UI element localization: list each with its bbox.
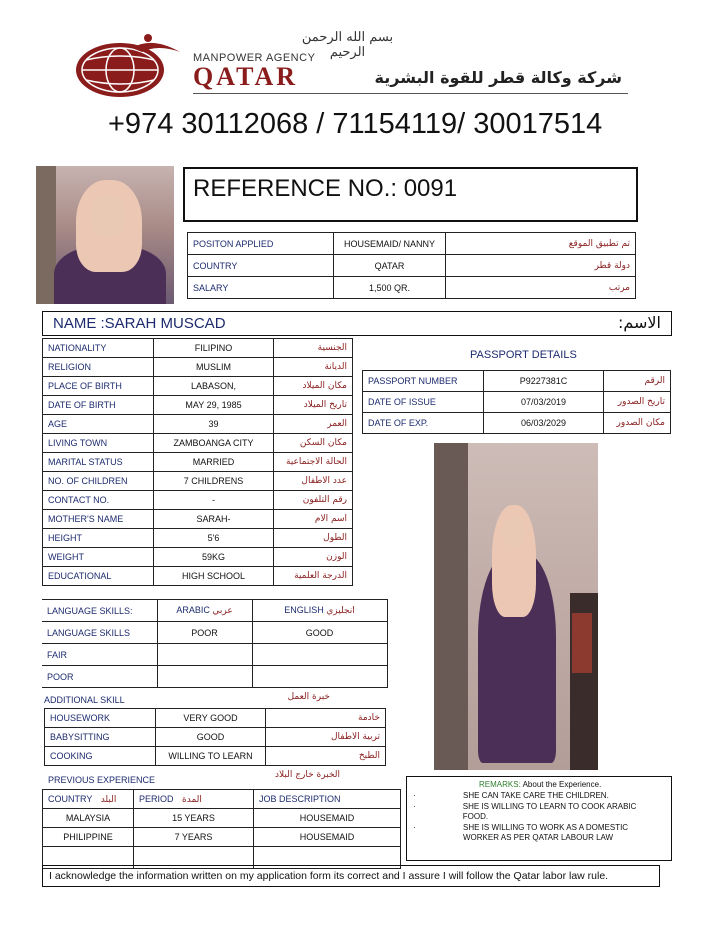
- expiry-date-arabic: مكان الصدور: [604, 413, 671, 434]
- agency-arabic-title: شركة وكالة قطر للقوة البشرية: [374, 68, 622, 87]
- experience-header-row: [43, 790, 401, 809]
- personal-field-arabic: رقم التلفون: [274, 491, 353, 510]
- personal-field-value: LABASON,: [154, 377, 274, 396]
- position-label: POSITON APPLIED: [188, 233, 334, 255]
- skill-label: HOUSEWORK: [45, 709, 156, 728]
- experience-country: PHILIPPINE: [43, 828, 134, 847]
- agency-logo: [72, 32, 184, 100]
- personal-field-value: MARRIED: [154, 453, 274, 472]
- applicant-name: NAME :SARAH MUSCAD: [53, 315, 226, 332]
- acknowledgement-text: I acknowledge the information written on my application form its correct and I assure I will follow the Qatar labor law rule.: [49, 870, 609, 882]
- position-table: [187, 232, 636, 299]
- personal-field-label: AGE: [43, 415, 154, 434]
- personal-field-value: 7 CHILDRENS: [154, 472, 274, 491]
- expiry-date-value: 06/03/2029: [484, 413, 604, 434]
- country-label: COUNTRY: [188, 255, 334, 277]
- language-table: [42, 599, 388, 688]
- personal-row: [43, 510, 353, 529]
- issue-date-arabic: تاريخ الصدور: [604, 392, 671, 413]
- position-row: [188, 233, 636, 255]
- reference-box: [183, 167, 638, 222]
- personal-field-label: RELIGION: [43, 358, 154, 377]
- previous-experience-title-arabic: الخبرة خارج البلاد: [275, 770, 340, 780]
- skill-label: COOKING: [45, 747, 156, 766]
- personal-field-arabic: اسم الام: [274, 510, 353, 529]
- remarks-item: · SHE IS WILLING TO LEARN TO COOK ARABIC FOOD.: [413, 801, 637, 821]
- personal-field-arabic: الوزن: [274, 548, 353, 567]
- passport-number-value: P9227381C: [484, 371, 604, 392]
- personal-field-label: MOTHER'S NAME: [43, 510, 154, 529]
- country-column-header: [43, 790, 134, 809]
- experience-country: MALAYSIA: [43, 809, 134, 828]
- skill-arabic: خادمة: [266, 709, 386, 728]
- previous-experience-title: PREVIOUS EXPERIENCE: [48, 775, 156, 785]
- personal-row: [43, 567, 353, 586]
- arabic-level: [157, 666, 252, 688]
- passport-number-label: PASSPORT NUMBER: [363, 371, 484, 392]
- personal-field-arabic: مكان الميلاد: [274, 377, 353, 396]
- passport-table: [362, 370, 671, 434]
- personal-field-label: HEIGHT: [43, 529, 154, 548]
- personal-row: [43, 358, 353, 377]
- personal-field-arabic: الديانة: [274, 358, 353, 377]
- arabic-level: [157, 644, 252, 666]
- skill-level: GOOD: [156, 728, 266, 747]
- personal-field-value: ZAMBOANGA CITY: [154, 434, 274, 453]
- remarks-label: REMARKS:: [479, 780, 521, 789]
- language-row: [42, 644, 387, 666]
- english-level: [252, 666, 387, 688]
- remarks-list: [413, 791, 663, 844]
- arabic-header-ar: عربي: [212, 605, 233, 615]
- skill-arabic: تربية الاطفال: [266, 728, 386, 747]
- language-header-row: [42, 600, 387, 622]
- header-divider: [193, 93, 628, 94]
- personal-field-value: -: [154, 491, 274, 510]
- skill-row: [45, 728, 386, 747]
- personal-field-value: 59KG: [154, 548, 274, 567]
- english-level: GOOD: [252, 622, 387, 644]
- personal-field-value: SARAH-: [154, 510, 274, 529]
- language-skills-header: LANGUAGE SKILLS:: [42, 600, 157, 622]
- personal-field-arabic: الحالة الاجتماعية: [274, 453, 353, 472]
- country-header-ar: البلد: [100, 793, 117, 804]
- english-column-header: [252, 600, 387, 622]
- agency-small-title: MANPOWER AGENCY: [193, 52, 316, 64]
- personal-field-value: HIGH SCHOOL: [154, 567, 274, 586]
- arabic-column-header: [157, 600, 252, 622]
- personal-details-table: [42, 338, 353, 586]
- personal-row: [43, 339, 353, 358]
- experience-period: 15 YEARS: [134, 809, 254, 828]
- personal-field-label: CONTACT NO.: [43, 491, 154, 510]
- personal-row: [43, 472, 353, 491]
- name-bar: [42, 311, 672, 336]
- english-header-ar: انجليزي: [326, 605, 355, 615]
- salary-label: SALARY: [188, 277, 334, 299]
- personal-field-value: MAY 29, 1985: [154, 396, 274, 415]
- country-value: QATAR: [334, 255, 446, 277]
- personal-field-arabic: تاريخ الميلاد: [274, 396, 353, 415]
- experience-job: HOUSEMAID: [254, 828, 401, 847]
- salary-value: 1,500 QR.: [334, 277, 446, 299]
- personal-field-label: EDUCATIONAL: [43, 567, 154, 586]
- personal-field-label: PLACE OF BIRTH: [43, 377, 154, 396]
- english-level: [252, 644, 387, 666]
- name-arabic-label: :الاسم: [617, 313, 661, 332]
- expiry-date-label: DATE OF EXP.: [363, 413, 484, 434]
- experience-row: [43, 828, 401, 847]
- personal-field-value: 5'6: [154, 529, 274, 548]
- personal-row: [43, 529, 353, 548]
- personal-field-arabic: مكان السكن: [274, 434, 353, 453]
- agency-phones: +974 30112068 / 71154119/ 30017514: [108, 108, 603, 140]
- position-row: [188, 277, 636, 299]
- personal-row: [43, 453, 353, 472]
- personal-field-arabic: العمر: [274, 415, 353, 434]
- language-row-label: POOR: [42, 666, 157, 688]
- personal-field-value: MUSLIM: [154, 358, 274, 377]
- skill-row: [45, 709, 386, 728]
- position-row: [188, 255, 636, 277]
- personal-row: [43, 548, 353, 567]
- additional-skill-table: [44, 708, 386, 766]
- experience-row: [43, 809, 401, 828]
- reference-number: REFERENCE NO.: 0091: [193, 175, 458, 202]
- remarks-item: · SHE CAN TAKE CARE THE CHILDREN.: [413, 791, 609, 800]
- country-header-en: COUNTRY: [48, 793, 93, 804]
- applicant-portrait-photo: [36, 166, 174, 304]
- skill-arabic: الطبخ: [266, 747, 386, 766]
- passport-row: [363, 371, 671, 392]
- issue-date-value: 07/03/2019: [484, 392, 604, 413]
- personal-field-arabic: الطول: [274, 529, 353, 548]
- experience-job: HOUSEMAID: [254, 809, 401, 828]
- personal-field-label: LIVING TOWN: [43, 434, 154, 453]
- bismillah: بسم الله الرحمن الرحيم: [301, 30, 394, 60]
- additional-skill-title: ADDITIONAL SKILL: [44, 695, 125, 705]
- salary-arabic: مرتب: [446, 277, 636, 299]
- passport-row: [363, 392, 671, 413]
- arabic-header-en: ARABIC: [176, 605, 210, 615]
- country-arabic: دولة قطر: [446, 255, 636, 277]
- passport-row: [363, 413, 671, 434]
- passport-number-arabic: الرقم: [604, 371, 671, 392]
- personal-row: [43, 377, 353, 396]
- language-row: [42, 622, 387, 644]
- remarks-subheading: About the Experience.: [520, 780, 602, 789]
- agency-big-title: QATAR: [193, 62, 299, 91]
- remarks-heading: [479, 780, 601, 789]
- remarks-box: [406, 776, 672, 861]
- personal-field-label: WEIGHT: [43, 548, 154, 567]
- position-arabic: تم تطبيق الموقع: [446, 233, 636, 255]
- skill-row: [45, 747, 386, 766]
- passport-title: PASSPORT DETAILS: [470, 349, 577, 361]
- personal-field-arabic: عدد الاطفال: [274, 472, 353, 491]
- experience-table: [42, 789, 401, 869]
- arabic-level: POOR: [157, 622, 252, 644]
- personal-field-arabic: الدرجة العلمية: [274, 567, 353, 586]
- personal-row: [43, 434, 353, 453]
- issue-date-label: DATE OF ISSUE: [363, 392, 484, 413]
- personal-field-arabic: الجنسية: [274, 339, 353, 358]
- acknowledgement-box: [42, 865, 660, 887]
- personal-field-label: NATIONALITY: [43, 339, 154, 358]
- skill-label: BABYSITTING: [45, 728, 156, 747]
- personal-field-value: FILIPINO: [154, 339, 274, 358]
- experience-period: 7 YEARS: [134, 828, 254, 847]
- english-header-en: ENGLISH: [284, 605, 324, 615]
- language-row-label: FAIR: [42, 644, 157, 666]
- remarks-item: · SHE IS WILLING TO WORK AS A DOMESTIC WORKER AS PER QATAR LABOUR LAW: [413, 822, 629, 842]
- personal-row: [43, 415, 353, 434]
- language-row-label: LANGUAGE SKILLS: [42, 622, 157, 644]
- position-value: HOUSEMAID/ NANNY: [334, 233, 446, 255]
- personal-row: [43, 396, 353, 415]
- period-header-en: PERIOD: [139, 793, 174, 804]
- personal-field-label: DATE OF BIRTH: [43, 396, 154, 415]
- skill-level: WILLING TO LEARN: [156, 747, 266, 766]
- period-header-ar: المدة: [182, 793, 202, 804]
- applicant-full-body-photo: [434, 443, 598, 770]
- personal-field-value: 39: [154, 415, 274, 434]
- period-column-header: [134, 790, 254, 809]
- additional-skill-title-arabic: خبرة العمل: [287, 692, 330, 702]
- skill-level: VERY GOOD: [156, 709, 266, 728]
- job-column-header: JOB DESCRIPTION: [254, 790, 401, 809]
- language-row: [42, 666, 387, 688]
- personal-row: [43, 491, 353, 510]
- personal-field-label: NO. OF CHILDREN: [43, 472, 154, 491]
- personal-field-label: MARITAL STATUS: [43, 453, 154, 472]
